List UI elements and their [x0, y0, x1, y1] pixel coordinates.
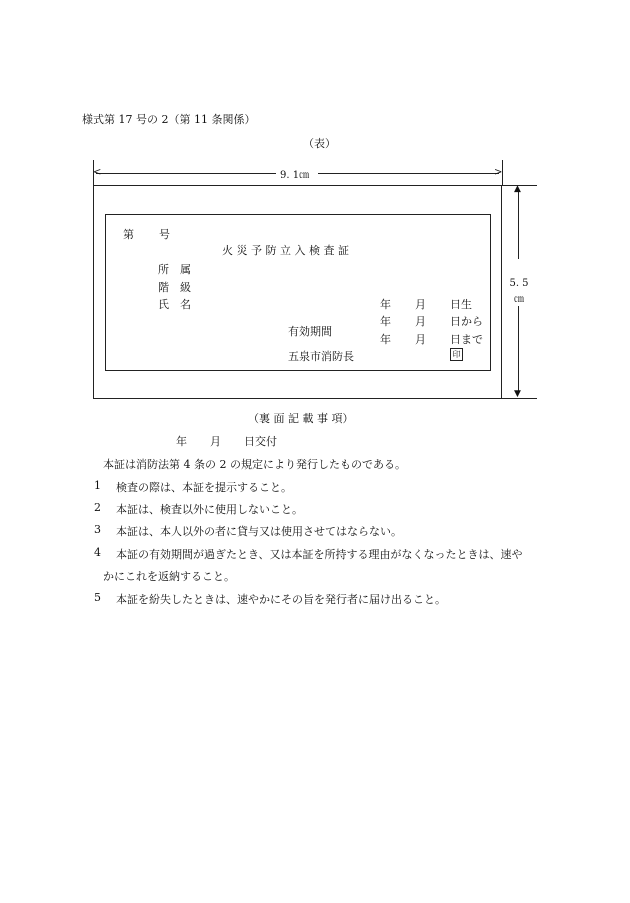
validity-label: 有効期間 — [288, 325, 332, 338]
height-unit: ㎝ — [514, 294, 524, 305]
item-1-number: 1 — [94, 479, 101, 492]
item-3-text: 本証は、本人以外の者に貸与又は使用させてはならない。 — [116, 525, 402, 538]
back-heading: （裏 面 記 載 事 項） — [248, 412, 354, 425]
valid-from-day: 日から — [450, 315, 483, 328]
height-arrow-down-icon: ▼ — [514, 389, 521, 399]
height-dimension-line-top — [518, 191, 519, 259]
birth-day: 日生 — [450, 298, 472, 311]
field-affiliation: 所 属 — [158, 263, 191, 276]
valid-to-year: 年 — [380, 333, 391, 346]
birth-year: 年 — [380, 298, 391, 311]
item-4-number: 4 — [94, 546, 101, 559]
item-5-text: 本証を紛失したときは、速やかにその旨を発行者に届け出ること。 — [116, 593, 446, 606]
seal-mark — [450, 348, 463, 361]
width-dimension-line-right — [318, 173, 499, 174]
issue-day: 日交付 — [244, 435, 277, 448]
width-arrow-right-icon: > — [494, 167, 503, 178]
issue-month: 月 — [210, 435, 221, 448]
item-3-number: 3 — [94, 523, 101, 536]
item-4-continuation: かにこれを返納すること。 — [103, 570, 235, 583]
valid-to-day: 日まで — [450, 333, 483, 346]
birth-month: 月 — [415, 298, 426, 311]
height-value: 5. 5 — [509, 278, 529, 289]
valid-to-month: 月 — [415, 333, 426, 346]
height-arrow-up-icon: ▲ — [514, 184, 521, 194]
item-2-text: 本証は、検査以外に使用しないこと。 — [116, 503, 303, 516]
card-title: 火 災 予 防 立 入 検 査 証 — [222, 244, 349, 257]
width-dimension-line-left — [96, 173, 276, 174]
width-arrow-left-icon: < — [93, 167, 102, 178]
seal-text: 印 — [452, 350, 461, 359]
field-name: 氏 名 — [158, 298, 191, 311]
issuer: 五泉市消防長 — [288, 350, 354, 363]
form-number: 様式第 17 号の 2（第 11 条関係） — [82, 113, 256, 126]
card-number-suffix: 号 — [159, 228, 170, 241]
height-dimension-line-bottom — [518, 306, 519, 393]
valid-from-month: 月 — [415, 315, 426, 328]
item-4-text: 本証の有効期間が過ぎたとき、又は本証を所持する理由がなくなったときは、速や — [116, 548, 523, 561]
card-number-prefix: 第 — [123, 228, 134, 241]
issue-year: 年 — [176, 435, 187, 448]
item-5-number: 5 — [94, 591, 101, 604]
item-1-text: 検査の際は、本証を提示すること。 — [116, 481, 292, 494]
front-label: （表） — [303, 137, 336, 150]
item-2-number: 2 — [94, 501, 101, 514]
width-label: 9. 1㎝ — [280, 170, 310, 181]
back-intro: 本証は消防法第 4 条の 2 の規定により発行したものである。 — [103, 458, 406, 471]
valid-from-year: 年 — [380, 315, 391, 328]
field-rank: 階 級 — [158, 281, 191, 294]
